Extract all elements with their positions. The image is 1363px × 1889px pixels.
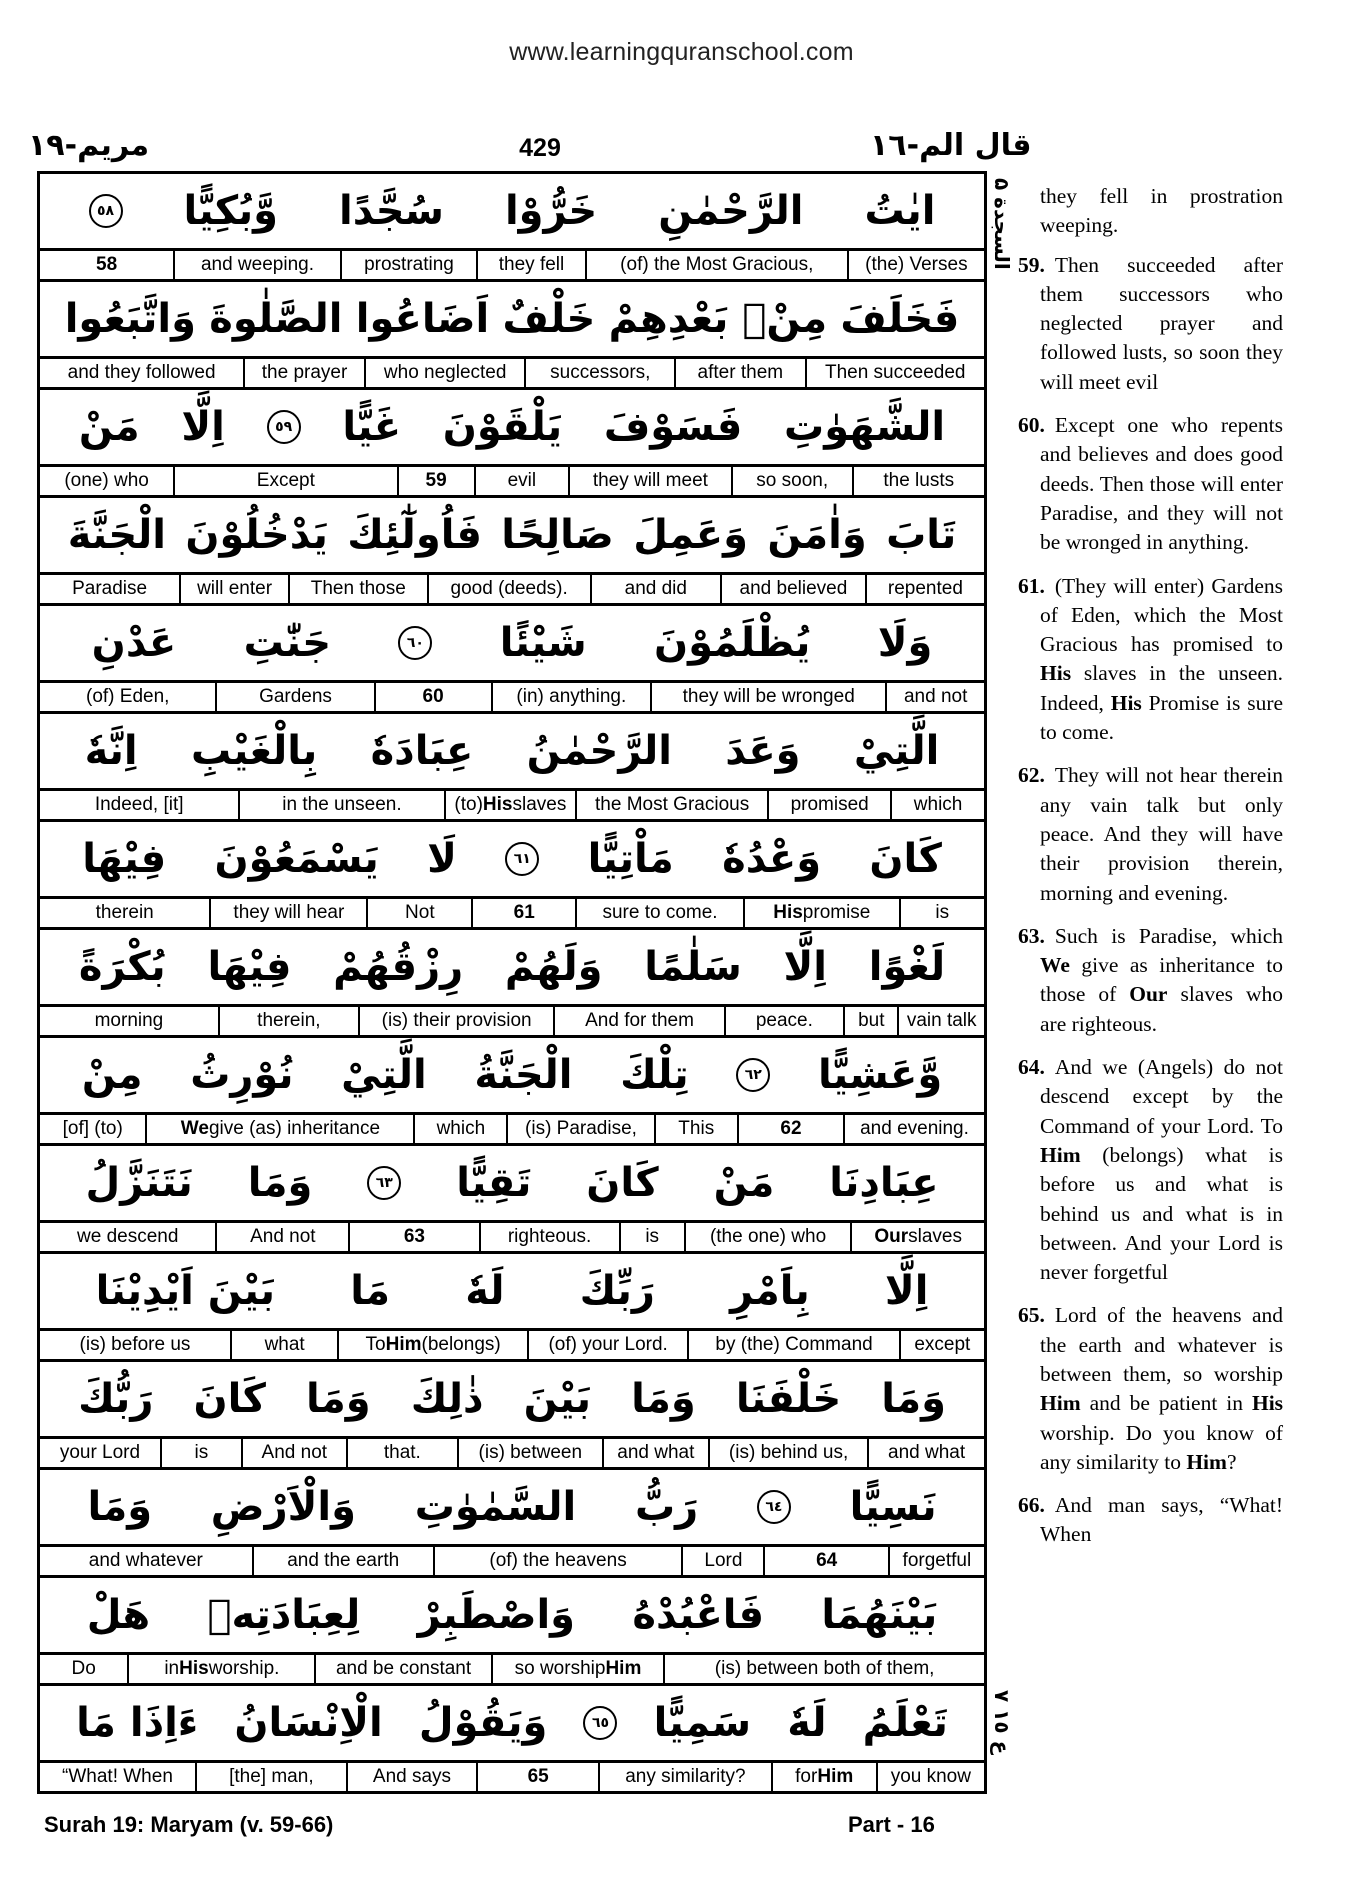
- translation-cell: so soon,: [733, 467, 854, 495]
- translation-cell: sure to come.: [577, 899, 745, 927]
- arabic-word: لَغْوًا: [868, 944, 946, 990]
- arabic-word: اِلَّا: [181, 404, 225, 450]
- verse-block: [40, 1254, 984, 1362]
- translation-cell: Not: [368, 899, 473, 927]
- arabic-word: مَاْتِيًّا: [587, 836, 674, 882]
- arabic-word: اِلَّا: [783, 944, 828, 990]
- translation-cell: His promise: [745, 899, 901, 927]
- arabic-word: خَلْفٌ: [502, 296, 596, 342]
- translation-cell: (the) Verses: [865, 254, 968, 275]
- translation-cell: (of) your Lord.: [529, 1331, 690, 1359]
- english-row: [40, 1763, 984, 1791]
- translation-cell: This: [656, 1115, 739, 1143]
- translation-paragraph: 65. Lord of the heavens and the earth and whatever is between them, so worship Him and be patient in His worship. Do you know of any similarity to Him?: [1018, 1303, 1284, 1474]
- translation-cell: Gardens: [217, 683, 375, 711]
- english-row: [40, 1655, 984, 1686]
- ruku-marker: ع ١٥ ٧: [990, 1690, 1014, 1755]
- verse-number-cell: 59: [399, 467, 476, 495]
- translation-cell: therein,: [220, 1007, 360, 1035]
- verse-block: [40, 1470, 984, 1578]
- part-footer: Part - 16: [848, 1812, 935, 1837]
- arabic-word: اِلَّا: [884, 1268, 929, 1314]
- translation-cell: the Most Gracious: [577, 791, 769, 819]
- arabic-word: لِعِبَادَتِهٖ: [207, 1592, 361, 1638]
- arabic-word: يَدْخُلُوْنَ: [185, 512, 328, 558]
- verse-block: [40, 498, 984, 606]
- translation-paragraph: 63. Such is Paradise, which We give as inheritance to those of Our slaves who are righteous.: [1018, 923, 1284, 1036]
- arabic-word: نَسِيًّا: [849, 1484, 937, 1530]
- translation-cell: and the earth: [254, 1547, 435, 1575]
- translation-cell: Our slaves: [874, 1226, 962, 1247]
- translation-cell: Except: [175, 467, 398, 495]
- english-row: [40, 1331, 984, 1362]
- translation-cell: (is) behind us,: [710, 1439, 869, 1467]
- arabic-word: السَّمٰوٰتِ: [414, 1484, 577, 1530]
- arabic-word: لَا: [427, 836, 457, 882]
- translation-cell: the prayer: [245, 359, 366, 387]
- translation-cell: And not: [217, 1223, 350, 1251]
- translation-cell: and evening.: [860, 1118, 969, 1139]
- translation-cell: they fell: [478, 251, 587, 279]
- translation-cell: is: [621, 1223, 686, 1251]
- translation-cell: your Lord: [40, 1439, 162, 1467]
- verse-end-marker-icon: ٦٥: [583, 1706, 617, 1740]
- arabic-word: ءَاِذَا مَا: [76, 1700, 199, 1746]
- arabic-word: خَرُّوْا: [504, 188, 598, 234]
- arabic-word: مِنْ: [81, 1052, 143, 1098]
- translation-cell: vain talk: [906, 1010, 977, 1031]
- arabic-word: كَانَ: [586, 1160, 659, 1206]
- verse-number-cell: 62: [739, 1115, 845, 1143]
- arabic-row: [40, 174, 984, 251]
- arabic-word: اَضَاعُوا: [355, 296, 490, 342]
- translation-cell: except: [914, 1334, 971, 1355]
- arabic-word: الَّتِيْ: [341, 1052, 427, 1098]
- arabic-word: عِبَادَهٗ: [370, 728, 474, 774]
- translation-cell: promised: [769, 791, 892, 819]
- translation-cell: Lord: [683, 1547, 765, 1575]
- arabic-row: [40, 822, 984, 899]
- translation-cell: evil: [476, 467, 570, 495]
- arabic-word: وَّبُكِيًّا: [183, 188, 279, 234]
- arabic-word: رِزْقُهُمْ: [333, 944, 464, 990]
- translation-cell: they will meet: [570, 467, 733, 495]
- translation-cell: is: [162, 1439, 243, 1467]
- translation-cell: is: [935, 902, 950, 923]
- translation-cell: And not: [243, 1439, 348, 1467]
- translation-cell: you know: [890, 1766, 971, 1787]
- arabic-word: وَلَهُمْ: [504, 944, 603, 990]
- translation-paragraph: they fell in prostration weeping.: [1040, 184, 1284, 238]
- translation-cell: righteous.: [481, 1223, 621, 1251]
- translation-cell: and weeping.: [175, 251, 342, 279]
- arabic-row: [40, 1686, 984, 1763]
- arabic-row: [40, 1038, 984, 1115]
- arabic-row: [40, 1146, 984, 1223]
- arabic-word: فَاعْبُدْهُ: [632, 1592, 765, 1638]
- translation-paragraph: 61. (They will enter) Gardens of Eden, which the Most Gracious has promised to His slaves in the unseen. Indeed, His Promise is sure to come.: [1018, 573, 1284, 745]
- arabic-word: مَنْ: [713, 1160, 775, 1206]
- translation-cell: so worship Him: [493, 1655, 666, 1683]
- translation-cell: (in) anything.: [493, 683, 652, 711]
- verse-number: 62.: [1018, 763, 1045, 788]
- english-row: [40, 1115, 984, 1146]
- page-number: 429: [519, 134, 561, 162]
- translation-cell: We give (as) inheritance: [147, 1115, 415, 1143]
- verse-number-cell: 58: [40, 251, 175, 279]
- translation-paragraph: 59. Then succeeded after them successors who neglected prayer and followed lusts, so soon they will meet evil: [1018, 252, 1284, 394]
- verse-block: [40, 174, 984, 282]
- translation-cell: (is) before us: [40, 1331, 232, 1359]
- translation-cell: repented: [887, 578, 963, 599]
- arabic-word: سَمِيًّا: [653, 1700, 752, 1746]
- translation-cell: and whatever: [40, 1547, 254, 1575]
- arabic-word: نَتَنَزَّلُ: [85, 1160, 193, 1206]
- translation-cell: in His worship.: [129, 1655, 316, 1683]
- translation-cell: (of) the Most Gracious,: [587, 251, 849, 279]
- english-row: [40, 1547, 984, 1578]
- arabic-word: صَالِحًا: [501, 512, 614, 558]
- english-row: [40, 251, 984, 282]
- arabic-word: مَنْ: [78, 404, 140, 450]
- arabic-word: الَّتِيْ: [853, 728, 940, 774]
- arabic-word: وَعْدُهٗ: [722, 836, 822, 882]
- arabic-word: وَاٰمَنَ: [767, 512, 867, 558]
- arabic-word: مَا: [350, 1268, 391, 1314]
- arabic-word: مِنْۢ بَعْدِهِمْ: [608, 296, 828, 342]
- arabic-word: عَدْنِ: [91, 620, 177, 666]
- verse-end-marker-icon: ٦٠: [398, 626, 432, 660]
- arabic-word: اِنَّهٗ: [84, 728, 138, 774]
- arabic-word: وَيَقُوْلُ: [418, 1700, 548, 1746]
- translation-cell: [of] (to): [40, 1115, 147, 1143]
- translation-cell: And for them: [555, 1007, 725, 1035]
- arabic-word: وَمَا: [306, 1376, 371, 1422]
- translation-cell: they will hear: [211, 899, 368, 927]
- arabic-word: الشَّهَوٰتِ: [784, 404, 946, 450]
- arabic-word: يَسْمَعُوْنَ: [214, 836, 379, 882]
- arabic-word: جَنّٰتِ: [243, 620, 332, 666]
- arabic-word: كَانَ: [869, 836, 942, 882]
- website-url: www.learningquranschool.com: [509, 38, 854, 66]
- verse-block: [40, 714, 984, 822]
- translation-paragraph: 62. They will not hear therein any vain talk but only peace. And they will have their provision therein, morning and evening.: [1018, 763, 1284, 905]
- english-row: [40, 575, 984, 606]
- arabic-word: وَمَا: [881, 1376, 946, 1422]
- translation-cell: (the one) who: [686, 1223, 853, 1251]
- arabic-word: وَمَا: [87, 1484, 153, 1530]
- translation-cell: And says: [348, 1763, 478, 1791]
- arabic-word: تِلْكَ: [620, 1052, 689, 1098]
- translation-cell: in the unseen.: [240, 791, 445, 819]
- translation-cell: To Him (belongs): [339, 1331, 529, 1359]
- translation-cell: (is) between: [459, 1439, 604, 1467]
- arabic-word: بُكْرَةً: [78, 944, 166, 990]
- arabic-word: تَابَ: [886, 512, 957, 558]
- translation-cell: what: [232, 1331, 339, 1359]
- translation-cell: and believed: [722, 575, 867, 603]
- verse-end-marker-icon: ٦٢: [736, 1058, 770, 1092]
- arabic-word: بِالْغَيْبِ: [190, 728, 318, 774]
- arabic-word: الْاِنْسَانُ: [234, 1700, 383, 1746]
- verse-number-cell: 60: [376, 683, 493, 711]
- arabic-row: [40, 1470, 984, 1547]
- translation-paragraph: 64. And we (Angels) do not descend except by the Command of your Lord. To Him (belongs) what is before us and what is behind us and what is in between. And your Lord is never forgetful: [1018, 1055, 1284, 1285]
- arabic-word: رَبُّكَ: [78, 1376, 154, 1422]
- arabic-word: الرَّحْمٰنِ: [658, 188, 804, 234]
- arabic-word: بَيْنَهُمَا: [821, 1592, 938, 1638]
- translation-cell: “What! When: [40, 1763, 197, 1791]
- english-row: [40, 467, 984, 498]
- verse-number: 65.: [1018, 1303, 1045, 1328]
- arabic-row: [40, 498, 984, 575]
- arabic-word: الْجَنَّةَ: [67, 512, 166, 558]
- arabic-word: الْجَنَّةُ: [474, 1052, 573, 1098]
- verse-number-cell: 64: [765, 1547, 889, 1575]
- arabic-word: يُظْلَمُوْنَ: [654, 620, 811, 666]
- verse-number-cell: 65: [478, 1763, 600, 1791]
- arabic-word: غَيًّا: [342, 404, 402, 450]
- translation-cell: morning: [40, 1007, 220, 1035]
- verse-block: [40, 606, 984, 714]
- arabic-word: تَقِيًّا: [456, 1160, 532, 1206]
- translation-paragraph: 66. And man says, “What! When: [1018, 1493, 1284, 1547]
- translation-cell: and not: [903, 686, 968, 707]
- verse-block: [40, 930, 984, 1038]
- translation-cell: therein: [40, 899, 211, 927]
- translation-cell: by (the) Command: [689, 1331, 900, 1359]
- translation-cell: for Him: [773, 1763, 878, 1791]
- arabic-word: نُوْرِثُ: [190, 1052, 294, 1098]
- english-row: [40, 791, 984, 822]
- verse-block: [40, 822, 984, 930]
- arabic-word: فِيْهَا: [207, 944, 292, 990]
- translation-cell: (one) who: [40, 467, 175, 495]
- translation-cell: [the] man,: [197, 1763, 348, 1791]
- arabic-word: هَلْ: [86, 1592, 151, 1638]
- translation-cell: (to) His slaves: [446, 791, 578, 819]
- arabic-word: بَيْنَ اَيْدِيْنَا: [95, 1268, 276, 1314]
- arabic-word: فَسَوْفَ: [603, 404, 743, 450]
- verse-end-marker-icon: ٦٤: [757, 1490, 791, 1524]
- translation-cell: (of) the heavens: [435, 1547, 684, 1575]
- translation-cell: after them: [676, 359, 806, 387]
- verse-block: [40, 1146, 984, 1254]
- verse-block: [40, 1578, 984, 1686]
- sajdah-marker: السجدة ۵: [990, 178, 1014, 270]
- translation-cell: but: [845, 1007, 899, 1035]
- word-by-word-table: [37, 171, 987, 1794]
- english-row: [40, 1007, 984, 1038]
- verse-end-marker-icon: ٦٣: [367, 1166, 401, 1200]
- translation-cell: (is) Paradise,: [508, 1115, 655, 1143]
- verse-number: 66.: [1018, 1493, 1045, 1518]
- arabic-word: سَلٰمًا: [644, 944, 742, 990]
- arabic-word: الرَّحْمٰنُ: [526, 728, 672, 774]
- translation-cell: forgetful: [902, 1550, 972, 1571]
- verse-block: [40, 1686, 984, 1791]
- arabic-row: [40, 1578, 984, 1655]
- translation-cell: Paradise: [40, 575, 181, 603]
- arabic-word: يَلْقَوْنَ: [442, 404, 563, 450]
- arabic-word: ايٰتُ: [864, 188, 936, 234]
- surah-header-arabic: مريم-١٩: [28, 128, 150, 163]
- arabic-word: وَالْاَرْضِ: [210, 1484, 356, 1530]
- translation-cell: will enter: [181, 575, 290, 603]
- translation-cell: Indeed, [it]: [40, 791, 240, 819]
- arabic-word: شَيْئًا: [499, 620, 587, 666]
- translation-column: [1018, 182, 1283, 1564]
- translation-cell: peace.: [726, 1007, 846, 1035]
- arabic-row: [40, 1362, 984, 1439]
- english-row: [40, 1223, 984, 1254]
- translation-cell: and they followed: [40, 359, 245, 387]
- translation-cell: which: [913, 794, 963, 815]
- arabic-word: كَانَ: [193, 1376, 266, 1422]
- arabic-word: وَعَمِلَ: [633, 512, 748, 558]
- arabic-row: [40, 1254, 984, 1331]
- verse-number: 63.: [1018, 923, 1045, 948]
- arabic-word: رَبِّكَ: [579, 1268, 655, 1314]
- surah-footer: Surah 19: Maryam (v. 59-66): [44, 1812, 334, 1837]
- arabic-word: سُجَّدًا: [338, 188, 444, 234]
- translation-cell: and what: [604, 1439, 710, 1467]
- translation-cell: Then those: [290, 575, 429, 603]
- translation-cell: we descend: [40, 1223, 217, 1251]
- arabic-word: لَهٗ: [465, 1268, 505, 1314]
- translation-paragraph: 60. Except one who repents and believes and does good deeds. Then those will enter Paradise, and they will not be wronged in anything.: [1018, 413, 1284, 555]
- translation-cell: that.: [348, 1439, 459, 1467]
- translation-cell: and be constant: [316, 1655, 492, 1683]
- juz-header-arabic: قال الم-١٦: [870, 128, 1032, 163]
- arabic-word: بَيْنَ: [523, 1376, 592, 1422]
- arabic-row: [40, 282, 984, 359]
- arabic-word: الصَّلٰوةَ: [209, 296, 343, 342]
- translation-cell: successors,: [526, 359, 676, 387]
- arabic-word: رَبُّ: [634, 1484, 699, 1530]
- verse-number-cell: 63: [350, 1223, 480, 1251]
- verse-number-cell: 61: [473, 899, 577, 927]
- arabic-word: بِاَمْرِ: [730, 1268, 810, 1314]
- english-row: [40, 683, 984, 714]
- arabic-word: تَعْلَمُ: [862, 1700, 948, 1746]
- translation-cell: the lusts: [883, 470, 955, 491]
- arabic-word: فَاُولٰٓئِكَ: [347, 512, 482, 558]
- arabic-word: وَعَدَ: [725, 728, 801, 774]
- arabic-word: وَاصْطَبِرْ: [417, 1592, 576, 1638]
- translation-cell: prostrating: [342, 251, 478, 279]
- verse-end-marker-icon: ٦١: [505, 842, 539, 876]
- arabic-word: وَّعَشِيًّا: [817, 1052, 943, 1098]
- translation-cell: good (deeds).: [429, 575, 592, 603]
- arabic-row: [40, 930, 984, 1007]
- verse-number: 61.: [1018, 573, 1045, 598]
- arabic-word: وَلَا: [877, 620, 933, 666]
- translation-cell: Do: [40, 1655, 129, 1683]
- arabic-word: وَمَا: [631, 1376, 696, 1422]
- arabic-row: [40, 606, 984, 683]
- translation-cell: (is) their provision: [360, 1007, 556, 1035]
- arabic-word: فَخَلَفَ: [840, 296, 960, 342]
- arabic-word: لَهٗ: [787, 1700, 827, 1746]
- translation-cell: Then succeeded: [824, 362, 966, 383]
- arabic-row: [40, 714, 984, 791]
- arabic-row: [40, 390, 984, 467]
- arabic-word: وَاتَّبَعُوا: [64, 296, 196, 342]
- arabic-word: فِيْهَا: [82, 836, 167, 882]
- english-row: [40, 1439, 984, 1470]
- translation-cell: and did: [592, 575, 722, 603]
- verse-block: [40, 390, 984, 498]
- translation-cell: they will be wronged: [652, 683, 887, 711]
- translation-cell: (is) between both of them,: [714, 1658, 935, 1679]
- translation-cell: (of) Eden,: [40, 683, 217, 711]
- arabic-word: عِبَادِنَا: [829, 1160, 939, 1206]
- english-row: [40, 359, 984, 390]
- verse-block: [40, 282, 984, 390]
- translation-cell: any similarity?: [600, 1763, 773, 1791]
- translation-cell: who neglected: [366, 359, 527, 387]
- verse-number: 59.: [1018, 252, 1045, 277]
- arabic-word: وَمَا: [247, 1160, 313, 1206]
- arabic-word: خَلْفَنَا: [735, 1376, 842, 1422]
- arabic-word: ذٰلِكَ: [410, 1376, 484, 1422]
- english-row: [40, 899, 984, 930]
- verse-end-marker-icon: ٥٨: [89, 194, 123, 228]
- verse-end-marker-icon: ٥٩: [267, 410, 301, 444]
- verse-number: 60.: [1018, 413, 1045, 438]
- verse-block: [40, 1038, 984, 1146]
- translation-cell: and what: [888, 1442, 966, 1463]
- verse-number: 64.: [1018, 1055, 1045, 1080]
- translation-cell: which: [415, 1115, 508, 1143]
- verse-block: [40, 1362, 984, 1470]
